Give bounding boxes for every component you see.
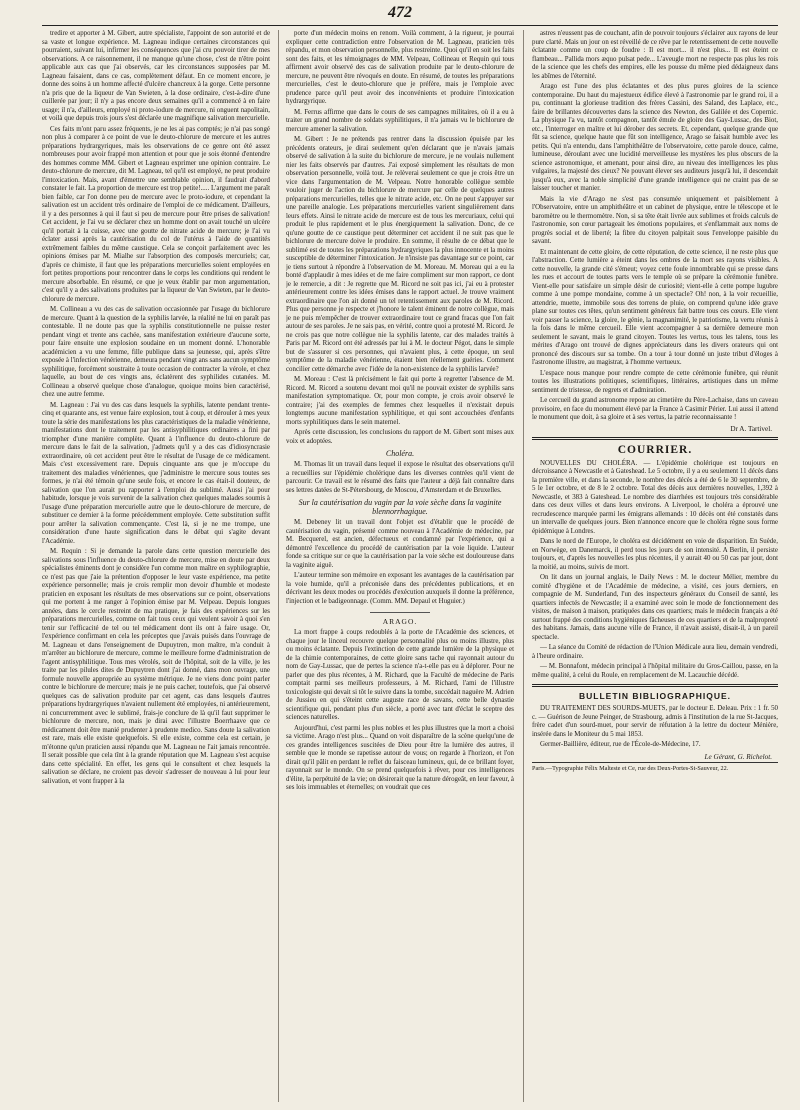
paragraph: astres n'eussent pas de couchant, afin de pouvoir toujours s'éclairer aux rayons de leur pure clarté. Mais un jour on est réveillé de ce rêve par le retentissement de cette nouvelle éclatante comme un coup de foudre : Il est mort... il n'est plus... Il est éteint ce flambeau... Pallida mors æquo pulsat pede... L'aveugle mort ne respecte pas plus les rois de la science que les chefs des empires, elle les pousse du même pied dédaigneux dans les abîmes de l'éternité. [532, 30, 778, 80]
section-rule [532, 437, 778, 440]
section-title-cholera: Choléra. [385, 449, 415, 458]
paragraph: L'auteur termine son mémoire en exposant les avantages de la cautérisation par la voie humide, qu'il a préconisée dans des précédentes publications, et en décrivant les deux modes ou procédés d'exécution auxquels il donne la préférence, l'injection et le badigeonnage. (Comm. MM. Depaul et Huguier.) [286, 572, 514, 605]
paragraph: M. Lagneau : J'ai vu des cas dans lesquels la syphilis, latente pendant trente-cinq et quarante ans, est venue faire explosion, tout à coup, et dérouler à mes yeux toute la série des manifestations les plus caractéristiques de la maladie vénérienne, manifestations dont le traitement par les antisyphilitiques ordinaires a fini par triompher d'une manière complète. Quant à l'influence du deuto-chlorure de mercure dans le fait de la salivation, j'admets qu'il y a des cas d'idiosyncrasie extraordinaire, où cet accident peut être le résultat de l'usage de ce médicament. Mais c'est excessivement rare. Depuis cinquante ans que je m'occupe du traitement des maladies vénériennes, que j'administre le mercure sous toutes ses formes, je n'ai été témoin qu'une seule fois, et encore le cas était-il douteux, de salivation que l'on aurait pu rapporter à l'emploi du sublimé. Aussi j'ai pour habitude, lorsque je vois survenir de la salivation chez quelques malades soumis à l'usage d'une préparation mercurielle autre que le deuto-chlorure de mercure, de substituer ce dernier à la forme précédemment employée. Cette substitution suffit pour arrêter la salivation commençante. C'est là, si je ne me trompe, une considération d'une haute signification dans le débat qui s'agite devant l'Académie. [42, 401, 270, 545]
paragraph: M. Requin : Si je demande la parole dans cette question mercurielle des salivations sous l'influence du deuto-chlorure de mercure, mise en doute par deux spécialistes éminents dont je considère l'un comme mon maître en syphilographie, ce n'est pas que j'aie la prétention d'opposer le leur vaste expérience, ma petite expérience personnelle; mais je crois remplir mon devoir d'humble et modeste praticien en exposant les résultats de mes observations sur ce point, observations qui me portent à me ranger à l'opinion émise par M. Velpeau. Depuis longues années, dans le cercle restreint de ma pratique, je fais des expériences sur les préparations mercurielles, comme on fait tous ceux qui veulent savoir à quoi s'en tenir sur l'efficacité de tel ou tel médicament dont ils ont à faire usage. Or, l'expérience confirmant en cela les préceptes que j'avais puisés dans l'ouvrage de M. Lagneau et dans l'enseignement de Dupuytren, mon maître, m'a conduit à m'arrêter au bichlorure de mercure, comme le meilleure forme d'administration de l'agent antisyphilitique. Tous mes vérolés, soit de l'hôpital, soit de la ville, je les traite par les pilules dites de Dupuytren dont j'ai donné, dans mon ouvrage, une formule nouvelle appropriée au système métrique. Je ne viens donc point parler contre le bichlorure de mercure; mais je ne puis cacher, toutefois, que j'ai observé quelques cas de salivation produite par cet agent, cas dans lesquels d'autres préparations hydrargyriques n'avaient nullement été employées, ni antérieurement, ni concurremment avec le sublimé, frais-je conclure de là qu'il faut supprimer le bichlorure de mercure, non, mais je dirai avec l'illustre Boerrhaave que ce médicament doit être manié prudenter à prudente medico. Sans doute la salivation est rare, mais elle existe quelquefois. Si elle existe, comme cela est certain, je m'étonne qu'un praticien aussi répandu que M. Lagneau ne l'ait jamais rencontrée. Il serait possible que cela tînt à la grande réputation que M. Lagneau s'est acquise dans cette spécialité. En effet, les gens qui le consultent et chez lesquels la salivation se déclare, ne croient pas devoir s'adresser de nouveau à lui pour leur salivation, et vont frapper à la [42, 548, 270, 785]
paragraph: M. Collineau a vu des cas de salivation occasionnée par l'usage du bichlorure de mercure. Quant à la question de la syphilis larvée, la réalité ne lui en paraît pas contestable. Il ne doute pas que la syphilis constitutionnelle ne puisse rester pendant vingt et trente ans cachée, sans manifestation extérieure d'aucune sorte, pour faire ensuite une explosion soudaine en un moment donné. L'honorable académicien a vu une femme, fille publique dans sa jeunesse, qui, après s'être exposée à l'infection vénérienne, demeura pendant vingt ans sans aucun symptôme syphilitique, forcément soustraite à toute occasion de contracter la vérole, et chez laquelle, au bout de ces vingts ans, éclatèrent des syphilides cutanées. M. Collineau a observé quelque chose d'analogue, quoique moins bien caractérisé, chez une autre femme. [42, 306, 270, 398]
column-separator [278, 30, 279, 1102]
paragraph: Arago est l'une des plus éclatantes et des plus pures gloires de la science contemporaine. Du haut du majestueux édifice élevé à l'astronomie par le grand roi, il a pu, continuant la glorieuse tradition des frères Cassini, des Saland, des Laplace, etc., faire de brillantes découvertes dans la science des Newton, des Galilée et des Copernic. La physique l'a vu, tantôt compagnon, tantôt émule de gloire des Gay-Lussac, des Biot, etc., l'interroger en maître et lui dérober des secrets. Et, cependant, quelque grande que fût sa science, quelque haute que fût son intelligence, Arago se faisait humble avec les petits. Qui n'a entendu, dans l'amphithéâtre de l'observatoire, cette parole douce, calme, lumineuse, déroulant avec une lucidité merveilleuse les mystères les plus obscurs de la science astronomique, et amenant, pour ainsi dire, au niveau des intelligences les plus vulgaires, la majesté des cieux? Ne pouvant élever ses auditeurs jusqu'à lui, il descendait jusqu'à eux, avec la noble simplicité d'une grande intelligence qui ne craint pas de se laisser toucher et manier. [532, 83, 778, 192]
paragraph: L'espace nous manque pour rendre compte de cette cérémonie funèbre, qui réunit toutes les illustrations politiques, scientifiques, littéraires, artistiques dans un même sentiment de tristesse, de regrets et d'admiration. [532, 369, 778, 394]
paragraph: DU TRAITEMENT DES SOURDS-MUETS, par le docteur E. Deleau. Prix : 1 fr. 50 c. — Guérison de Jeune Peinger, de Strasbourg, admis à l'institution de la rue St-Jacques, frère cadet d'un sourd-muet, pour servir de réfutation à la lettre du docteur Ménière, insérée dans le Moniteur du 5 mai 1853. [532, 705, 778, 738]
printer-line: Paris.—Typographie Félix Malteste et Ce, rue des Deux-Portes-St-Sauveur, 22. [532, 762, 778, 772]
column-3 [532, 30, 778, 1105]
paragraph: porte d'un médecin moins en renom. Voilà comment, à la rigueur, je pourrai expliquer cette contradiction entre l'observation de M. Lagneau, praticien très répandu, et mon observation personnelle, plus restreinte. Quoi qu'il en soit les faits sont des faits, et les témoignages de MM. Velpeau, Collineau et Requin qui tous affirment avoir observé des cas de salivation produite par le deuto-chlorure de mercure, ne peuvent être révoqués en doute. En résumé, de toutes les préparations mercurielles, c'est le deuto-chlorure que je préfère, mais je l'emploie avec prudence parce qu'il peut avoir des inconvénients et produire l'intoxication hydrargyrique. [286, 30, 514, 105]
paragraph: Le cercueil du grand astronome repose au cimetière du Père-Lachaise, dans un caveau provisoire, en face du monument élevé par la France à Casimir Périer. Lui aussi il attend le monument que doit, à sa gloire et à ses vertus, la patrie reconnaissante ! [532, 397, 778, 421]
gerant-signature: Le Gérant, G. Richelot. [704, 752, 772, 761]
section-divider [370, 612, 430, 613]
paragraph: M. Gibert : Je ne prétends pas rentrer dans la discussion épuisée par les précédents orateurs, je dirai seulement qu'en déclarant que je n'avais jamais observé de salivation à la suite du bichlorure de mercure, je ne voulais nullement nier les faits observés par d'autres. J'ai exposé simplement les résultats de mon observation personnelle, voilà tout. Je relèverai seulement ce que je crois être un vice dans l'argumentation de M. Velpeau. Notre honorable collègue semble vouloir juger de l'action du bichlorure de mercure par celle de quelques autres préparations mercurielles, telles que le nitrate acide, etc. On ne peut s'appuyer sur une pareille analogie. Les préparations mercurielles varient singulièrement dans leurs effets. Ainsi le nitrate acide de mercure est de tous les mercuriaux, celui qui produit le plus rapidement et le plus énergiquement la salivation. Donc, de ce qu'une goutte de ce caustique peut déterminer cet accident il ne suit pas que le bichlorure de mercure doive le produire. En somme, il résulte de ce débat que le sublimé est de toutes les préparations hydrargyriques la plus innocente et la moins susceptible de déterminer l'intoxication. Je n'insiste pas davantage sur ce point, car je tiens surtout à répondre à l'observation de M. Moreau. M. Moreau qui a eu la bonté d'applaudir à mes idées et de me faire compliment sur mon rapport, ce dont je le remercie, a dit : Je regrette que M. Ricord ne soit pas ici, j'ai eu à protester antérieurement contre les idées émises dans le rapport actuel. Je trouve vraiment extraordinaire que l'on ait donné un tel retentissement aux paroles de M. Ricord. Plus que personne je respecte et j'honore le talent éminent de notre collègue, mais je ne puis m'empêcher de trouver extraordinaire tout ce grand fracas que l'on fait autour de ses paroles. Je ne sais pas, en vérité, contre quoi a protesté M. Ricord. Je ne crois pas que notre collègue nie la syphilis latente, car des malades traités à Paris par M. Ricord ont été adressés par lui à M. le docteur Pégot, dans le simple but de s'assurer si ces personnes, qui n'avaient plus, à cette époque, un seul symptôme de la maladie vénérienne, étaient bien réellement guéries. Comment concilier cette démarche avec l'idée de la non-existence de la syphilis larvée? [286, 136, 514, 373]
paragraph: Et maintenant de cette gloire, de cette réputation, de cette science, il ne reste plus que l'abstraction. Cette lumière a éteint dans les ombres de la mort ses rayons visibles. A cette nouvelle, la grande cité s'émeut; voyez cette foule innombrable qui se presse dans les rues et accourt de toutes parts vers le temple où se prépare la cérémonie funèbre. Vient-elle pour satisfaire un simple désir de curiosité; vient-elle à cette pompe lugubre comme à une pompe mondaine, comme à un spectacle? Oh! non, à la voir recueillie, attendrie, muette, immobile sous des torrens de pluie, on comprend qu'une idée grave plane sur toutes ces têtes, qu'un sentiment généreux fait battre tous ces cœurs. Elle vient voir passer la science, la gloire, le génie, la magnanimité, le patriotisme, la vertu réunis à la fois dans le même cercueil. Elle vient accompagner à sa dernière demeure mon seulement le savant, mais le grand citoyen. Toutes les vertus, tous les talens, tous les mérites d'Arago ont trouvé de dignes appréciateurs dans les divers orateurs qui ont prononcé des discours sur sa tombe. On a tour à tour donné un juste tribut d'éloges à l'astronome illustre, au magistrat, à l'homme vertueux. [532, 248, 778, 366]
page-number: 472 [388, 4, 412, 21]
section-rule [532, 684, 778, 687]
paragraph: Mais la vie d'Arago ne s'est pas consumée uniquement et paisiblement à l'Observatoire, entre un amphithéâtre et un cabinet de physique, entre le télescope et le baromètre ou le thermomètre. Non, si sa tête était livrée aux sublimes et froids calculs de l'astronomie, son cœur partageait les émotions populaires, et s'enflammait aux noms de progrès social et de liberté; la fibre du citoyen palpitait sous l'enveloppe paisible du savant. [532, 195, 778, 245]
paragraph: Après cette discussion, les conclusions du rapport de M. Gibert sont mises aux voix et adoptées. [286, 429, 514, 445]
paragraph: M. Debeney lit un travail dont l'objet est d'établir que le procédé de cautérisation du vagin, présenté comme nouveau à l'Académie de médecine, par M. Becquerel, est ancien, défectueux et condamné par l'expérience, qui a démontré l'excellence du procédé de cautérisation par la voie liquide. L'auteur fonde sa critique sur ce que la cautérisation par la voie sèche est douloureuse dans la vaginite aiguë. [286, 519, 514, 569]
paragraph: NOUVELLES DU CHOLÉRA. — L'épidémie cholérique est toujours en décroissance à Newcastle et à Gateshead. Le 5 octobre, il y a eu seulement 11 décès dans la première ville, et dans la seconde, le nombre des décès a été de 6 le 30 septembre, de 5 le 1er octobre, et de 8 le 2 octobre. Total des décès aux dernières nouvelles, 1,392 à Newcastle, et 383 à Gateshead. Le nombre des diarrhées est toujours très considérable dans ces deux villes et dans leurs environs. A Liverpool, le choléra a éprouvé une recrudescence marquée parmi les émigrans allemands : 10 décès ont été constatés dans un intervalle de quelques jours. Bien n'annonce encore que le choléra règne sous forme épidémique à Londres. [532, 459, 778, 535]
section-title-cauterisation: Sur la cautérisation du vagin par la voie sèche dans la vaginite blennorrhagique. [298, 498, 502, 516]
bulletin-heading: BULLETIN BIBLIOGRAPHIQUE. [578, 691, 732, 701]
paragraph: Dans le nord de l'Europe, le choléra est décidément en voie de disparition. En Suède, en Norwège, en Danemarck, il perd tous les jours de son intensité. A Berlin, il persiste toujours, et, d'après les nouvelles les plus récentes, il y aurait 40 ou 50 cas par jour, dont la moitié, au moins, suivis de mort. [532, 538, 778, 571]
paragraph: La mort frappe à coups redoublés à la porte de l'Académie des sciences, et chaque jour le linceul recouvre quelque personnalité plus ou moins illustre, plus ou moins éclatante. Depuis l'extinction de cette grande lumière de la physique et de la chimie contemporaines, de cette gloire sans tache qui rayonnait autour du nom de Gay-Lussac, que de pertes la science n'a-t-elle pas eu à déplorer. Pour ne parler que des plus récentes, à M. Richard, que la Faculté de médecine de Paris comptait parmi ses meilleurs professeurs, à M. Richard, l'ami de l'illustre toxicologiste qui devait si tôt le suivre dans la tombe, succédait naguère M. Adrien de Jussieu en qui s'éteint cette auguste race de savans, cette belle dynastie scientifique qui, pendant plus d'un siècle, a porté avec tant d'éclat le sceptre des sciences naturelles. [286, 629, 514, 721]
paragraph: M. Moreau : C'est là précisément le fait qui porte à regretter l'absence de M. Ricord. M. Ricord a soutenu devant moi qu'il ne pouvait exister de syphilis sans manifestation symptomatique. Or, pour mon compte, je crois avoir observé le contraire; j'ai des exemples de femmes chez lesquelles il n'existait depuis longtemps aucune manifestation syphilitique, et qui sont accouchées d'enfants morts syphilitiques dans le sein maternel. [286, 376, 514, 426]
paragraph: M. Ferrus affirme que dans le cours de ses campagnes militaires, où il a eu à traiter un grand nombre de soldats syphilitiques, il n'a jamais vu le bichlorure de mercure amener la salivation. [286, 108, 514, 133]
paragraph: — M. Bonnafont, médecin principal à l'hôpital militaire du Gros-Caillou, passe, en la même qualité, à celui du Roule, en remplacement de M. Lacauchie décédé. [532, 663, 778, 679]
paragraph: Aujourd'hui, c'est parmi les plus nobles et les plus illustres que la mort a choisi sa victime. Arago n'est plus... Quand on voit disparaître de la scène quelqu'une de ces grandes intelligences suscitées de Dieu pour être la lumière des autres, il semble que le monde se rapetisse autour de vous; on regarde à l'horizon, et l'on dirait qu'il pâlit en perdant le reflet du faisceau lumineux, qui, de ce brillant foyer, rayonnait sur le monde. On se prend quelquefois à rêver, pour ces intelligences d'élite, la perpétuité de la vie; on désirerait que la nature dérogeât, en leur faveur, à ses lois immuables et éternelles; on voudrait que ces [286, 724, 514, 791]
section-title-arago: ARAGO. [382, 617, 418, 626]
paragraph: On lit dans un journal anglais, le Daily News : M. le docteur Mélier, membre du comité d'hygiène et de l'Académie de médecine, a visité, ces jours derniers, en compagnie de M. Sunderland, l'un des inspecteurs généraux du Conseil de santé, les quartiers infectés de Newcastle; il a examiné avec soin le mode de fonctionnement des visites, de maison à maison, pratiquées dans ces quartiers; mais le médecin français a été surtout frappé des conditions hygiéniques fâcheuses de ces quartiers et de la malpropreté des habitans. Jamais, dans aucune ville de France, il n'avait assisté, disait-il, à un pareil spectacle. [532, 574, 778, 641]
paragraph: M. Thomas lit un travail dans lequel il expose le résultat des observations qu'il a recueillies sur l'épidémie cholérique dans les diverses contrées qu'il vient de parcourir. Ce travail est le résumé des faits que l'auteur a déjà fait connaître dans ses lettres datées de St-Pétersbourg, de Moscou, d'Amsterdam et de Bruxelles. [286, 461, 514, 494]
column-1 [42, 30, 270, 1105]
paragraph: Ces faits m'ont paru assez fréquents, je ne les ai pas comptés; je n'ai pas songé non plus à comparer à ce point de vue le deuto-chlorure de mercure et les autres préparations hydrargyriques, mais les observations de ce genre ont été assez nombreuses pour avoir frappé mon attention et pour que je sois étonné d'entendre des hommes comme MM. Gibert et Lagneau exprimer une opinion contraire. Le deuto-chlorure de mercure, dit M. Lagneau, tel qu'il est employé, ne peut produire l'intoxication. Mais, avant d'émettre une semblable opinion, il faudrait d'abord constater le fait. La proportion de mercure est trop petite!..... L'argument me paraît bien faible, car l'on donne peu de mercure avec le proto-iodure, et cependant la salivation est un accident très ordinaire de l'emploi de ce médicament. D'ailleurs, il y a des personnes à qui il faut si peu de mercure pour être prises de salivation! Cet accident, je l'ai vu se déclarer chez un homme dont on avait touché un ulcère qu'il portait à la cuisse, avec une goutte de nitrate acide de mercure; je l'ai vu éclater aussi après la cautérisation du col de l'utérus à l'aide de quantités extrêmement faibles du même caustique. Cela se conçoit parfaitement avec les opinions émises par M. Mialhe sur l'absorption des composés mercuriels; car, d'après ce chimiste, il faut que les préparations mercurielles soient employées en fort petites proportions pour rencontrer dans le corps les conditions qui rendent le mercure absorbable. En résumé, ce que je veux établir par mon argumentation, c'est qu'il y a des salivations produites par la liqueur de Van Swieten, par le deuto-chlorure de mercure. [42, 125, 270, 303]
paragraph: Germer-Baillière, éditeur, rue de l'École-de-Médecine, 17. [540, 741, 701, 748]
paragraph: tredire et apporter à M. Gibert, autre spécialiste, l'appoint de son autorité et de sa vaste et longue expérience. M. Lagneau indique certaines circonstances qui pourraient, suivant lui, infirmer les conséquences que j'ai cru pouvoir tirer de mes observations. A ce raisonnement, il ne manque qu'une chose, c'est de n'être point applicable aux cas que j'ai observés, car les circonstances supposées par M. Lagneau faisaient, dans ce cas, complètement défaut. En ce moment encore, je donne des soins à un homme affecté d'ulcère chancreux à la gorge. Cette personne n'a pris que de la liqueur de Van Swieten, à la dose ordinaire, c'est-à-dire d'une cuillerée par jour; il n'y a pas encore deux semaines qu'il a commencé à en faire usage; il n'a, d'ailleurs, employé ni proto-iodure de mercure, ni onguent napolitain, et voilà que depuis trois jours s'est déclarée une magnifique salivation mercurielle. [42, 30, 270, 122]
courrier-heading: COURRIER. [617, 443, 693, 456]
column-separator [523, 30, 524, 1102]
author-signature: Dr A. Tartivel. [730, 424, 772, 433]
paragraph: — La séance du Comité de rédaction de l'Union Médicale aura lieu, demain vendredi, à l'heure ordinaire. [532, 644, 778, 660]
column-2 [286, 30, 514, 1105]
top-rule [42, 25, 778, 26]
